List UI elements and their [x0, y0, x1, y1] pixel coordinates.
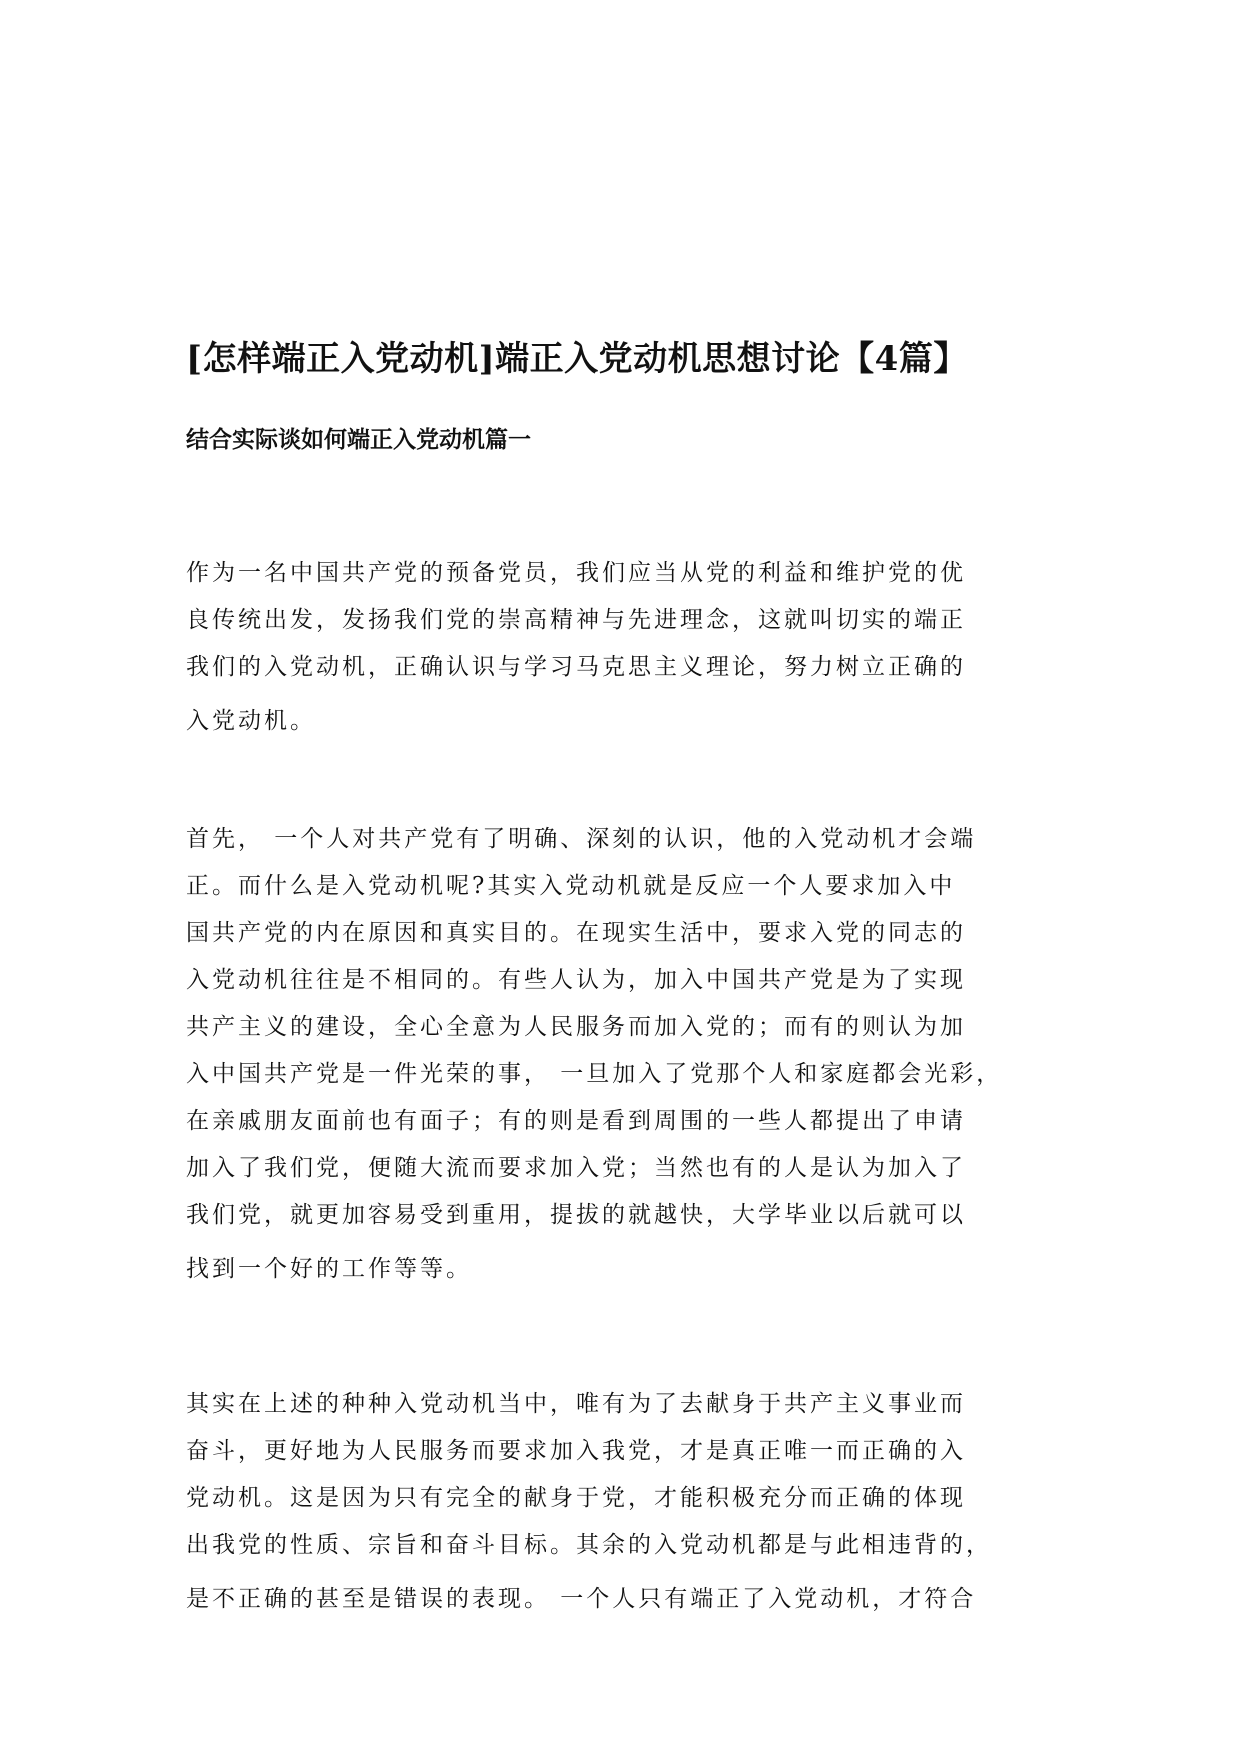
paragraph-line: 其实在上述的种种入党动机当中，唯有为了去献身于共产主义事业而	[186, 1391, 966, 1417]
paragraph-line: 作为一名中国共产党的预备党员，我们应当从党的利益和维护党的优	[186, 560, 966, 586]
document-title: [怎样端正入党动机]端正入党动机思想讨论【4篇】	[186, 339, 968, 379]
paragraph-line: 奋斗，更好地为人民服务而要求加入我党，才是真正唯一而正确的入	[186, 1438, 966, 1464]
paragraph-line: 国共产党的内在原因和真实目的。在现实生活中，要求入党的同志的	[186, 920, 966, 946]
paragraph-line: 出我党的性质、宗旨和奋斗目标。其余的入党动机都是与此相违背的，	[186, 1532, 992, 1558]
paragraph-line: 入中国共产党是一件光荣的事， 一旦加入了党那个人和家庭都会光彩，	[186, 1061, 1003, 1087]
paragraph-line: 共产主义的建设，全心全意为人民服务而加入党的；而有的则认为加	[186, 1014, 966, 1040]
paragraph-line: 是不正确的甚至是错误的表现。 一个人只有端正了入党动机，才符合	[186, 1586, 977, 1612]
paragraph-line: 我们党，就更加容易受到重用，提拔的就越快，大学毕业以后就可以	[186, 1202, 966, 1228]
paragraph-3	[186, 1381, 1086, 1629]
paragraph-line: 入党动机。	[186, 708, 316, 734]
paragraph-line: 首先， 一个人对共产党有了明确、深刻的认识，他的入党动机才会端	[186, 826, 977, 852]
paragraph-1	[186, 550, 1086, 751]
paragraph-line: 入党动机往往是不相同的。有些人认为，加入中国共产党是为了实现	[186, 967, 966, 993]
section-heading: 结合实际谈如何端正入党动机篇一	[186, 426, 531, 453]
paragraph-line: 在亲戚朋友面前也有面子；有的则是看到周围的一些人都提出了申请	[186, 1108, 966, 1134]
paragraph-line: 党动机。这是因为只有完全的献身于党，才能积极充分而正确的体现	[186, 1485, 966, 1511]
paragraph-line: 良传统出发，发扬我们党的崇高精神与先进理念，这就叫切实的端正	[186, 607, 966, 633]
paragraph-2	[186, 816, 1086, 1299]
paragraph-line: 找到一个好的工作等等。	[186, 1256, 472, 1282]
paragraph-line: 我们的入党动机，正确认识与学习马克思主义理论，努力树立正确的	[186, 654, 966, 680]
paragraph-line: 正。而什么是入党动机呢?其实入党动机就是反应一个人要求加入中	[186, 873, 956, 899]
paragraph-line: 加入了我们党，便随大流而要求加入党；当然也有的人是认为加入了	[186, 1155, 966, 1181]
